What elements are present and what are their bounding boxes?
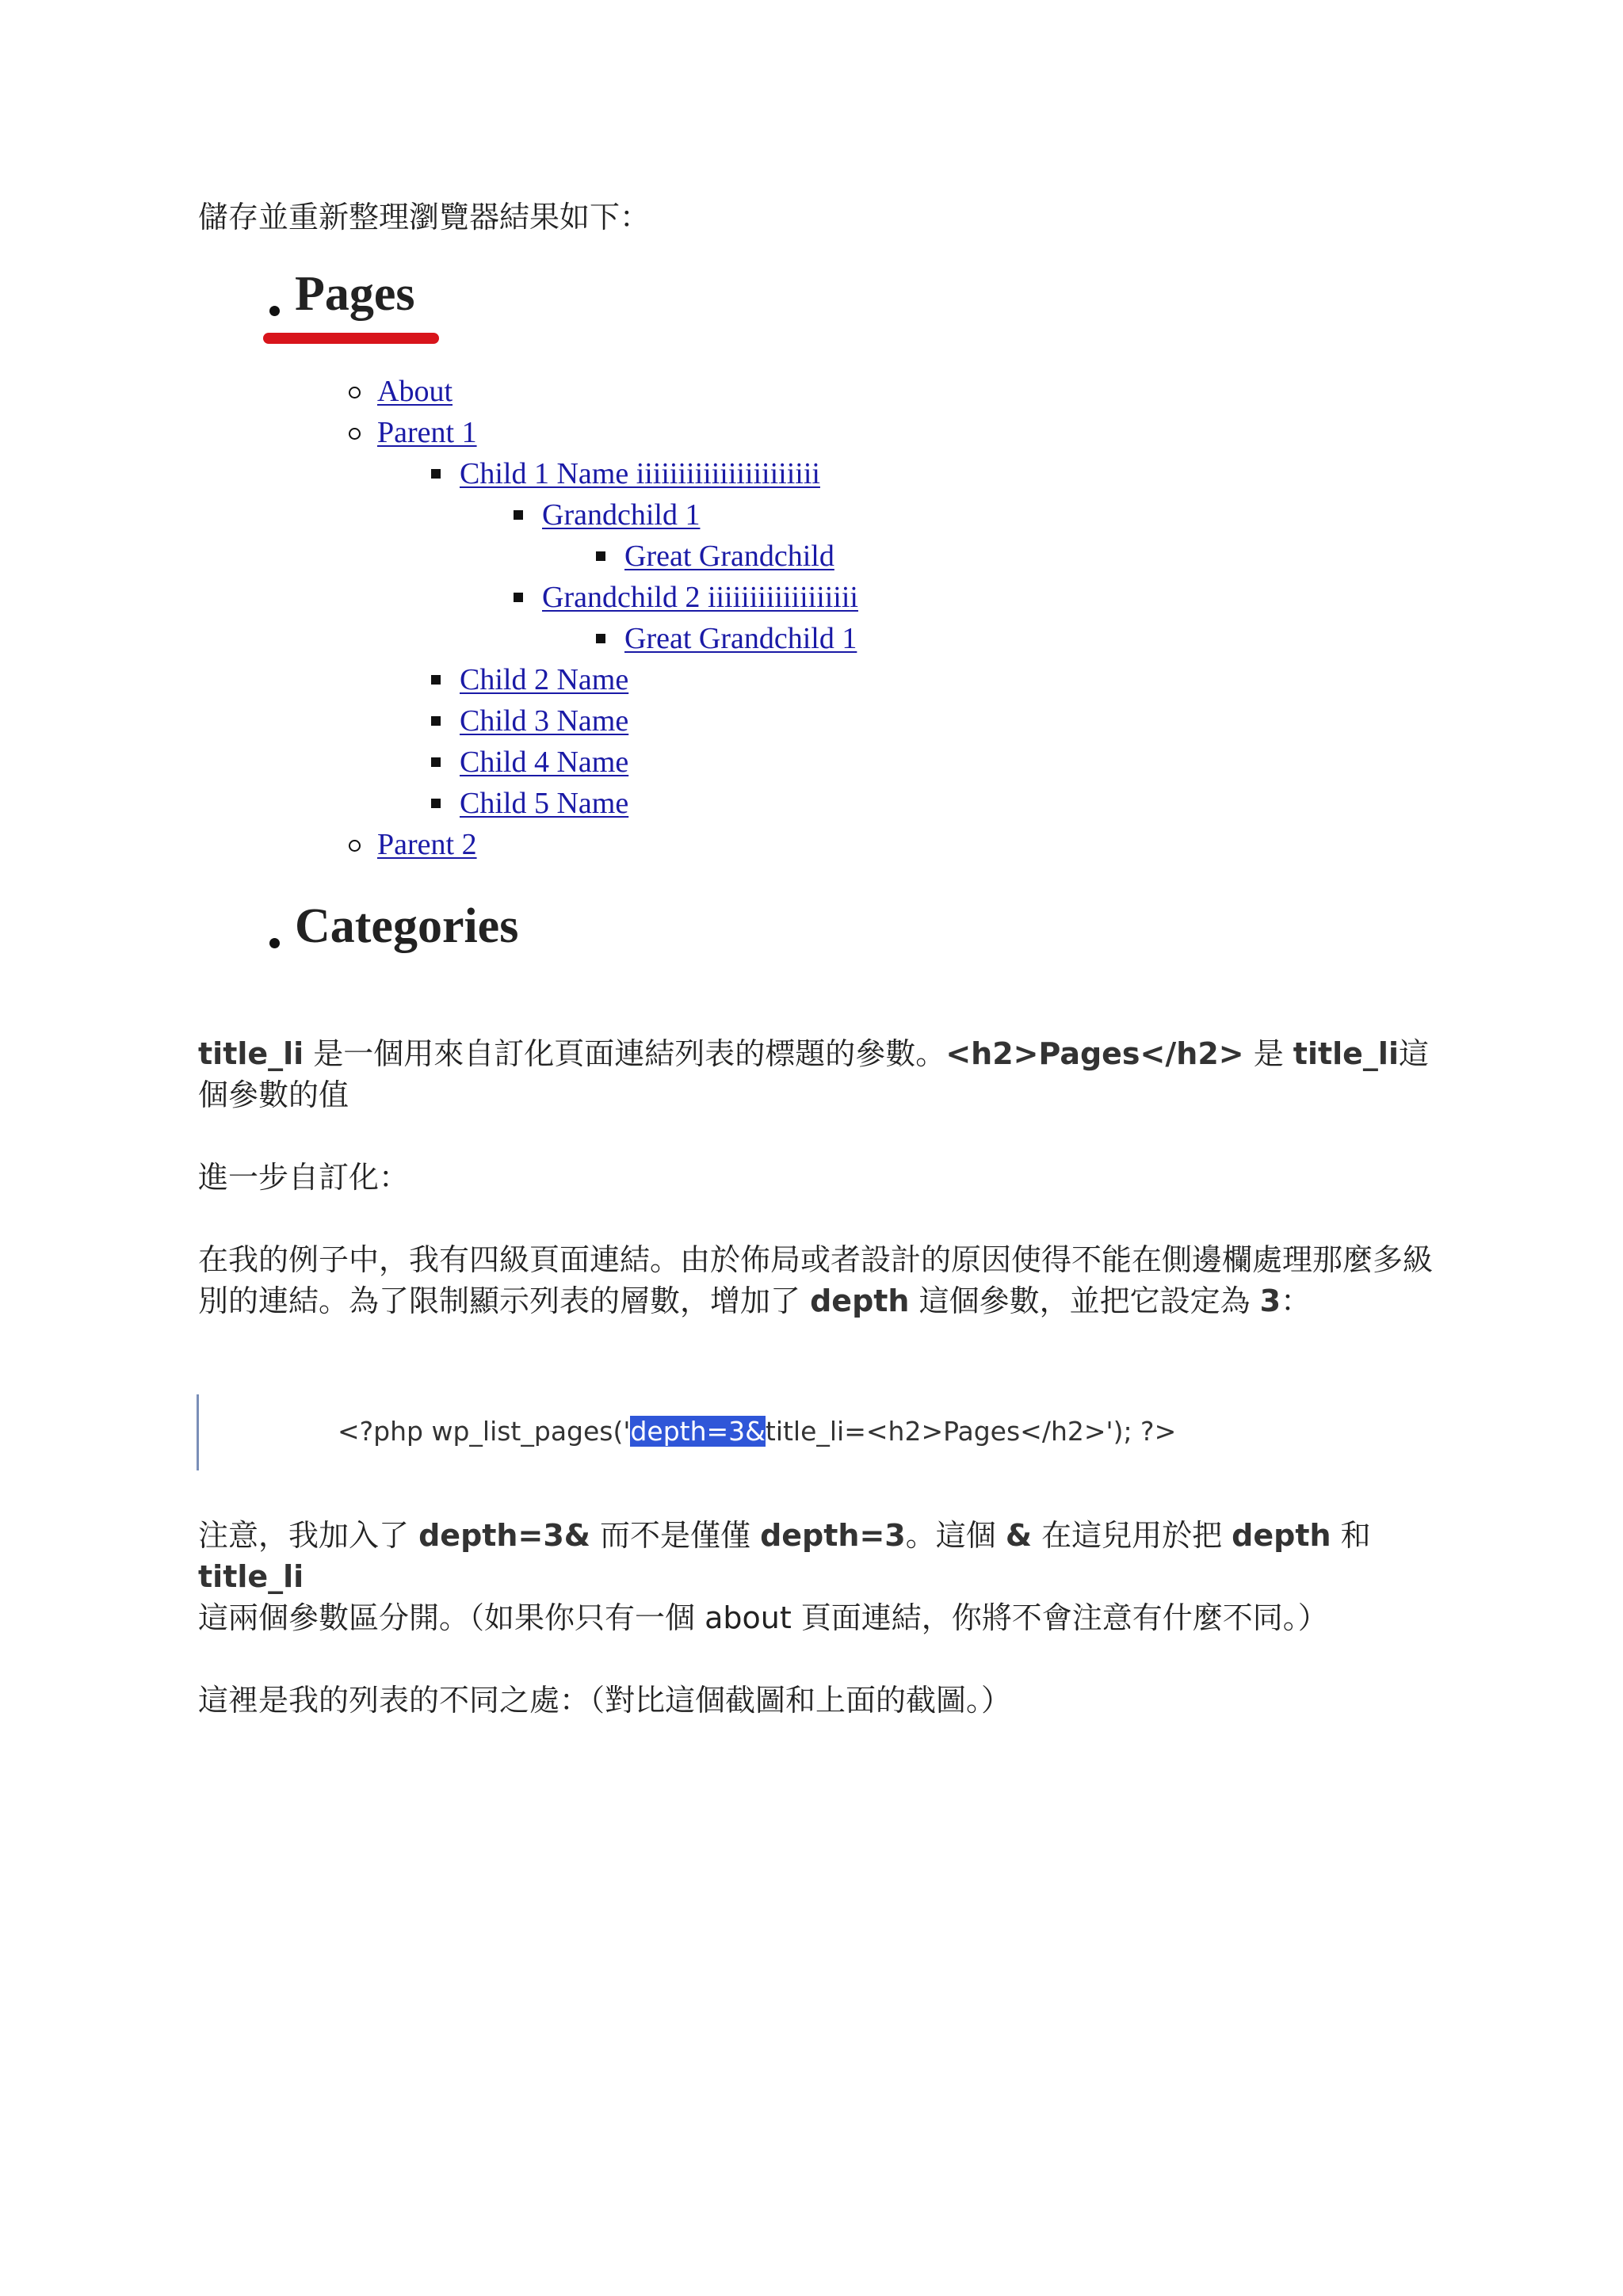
bold-term: title_li <box>1293 1036 1399 1071</box>
bold-term: & <box>1005 1518 1032 1553</box>
categories-heading: Categories <box>295 899 519 953</box>
list-item <box>596 539 834 574</box>
paragraph-title-li <box>198 1033 1434 1116</box>
page-link[interactable]: Grandchild 2 iiiiiiiiiiiiiiiiii <box>542 581 858 614</box>
list-item <box>431 662 628 697</box>
text-run: 而不是僅僅 <box>590 1518 761 1553</box>
text-run: 這個參數，並把它設定為 <box>909 1283 1260 1318</box>
square-bullet-icon <box>431 757 441 767</box>
page-link[interactable]: Great Grandchild <box>624 540 834 573</box>
text-run: ： <box>1281 1283 1312 1318</box>
page-link[interactable]: Child 4 Name <box>460 746 629 779</box>
square-bullet-icon <box>596 551 605 561</box>
list-item <box>514 498 700 532</box>
page-link[interactable]: Child 1 Name iiiiiiiiiiiiiiiiiiiiii <box>460 457 820 490</box>
section-heading-customize: 進一步自訂化： <box>198 1160 410 1195</box>
intro-text: 儲存並重新整理瀏覽器結果如下： <box>198 200 651 235</box>
square-bullet-icon <box>514 593 523 602</box>
list-item <box>349 827 477 862</box>
embedded-screenshot <box>254 261 1046 974</box>
bold-term: depth <box>1232 1518 1331 1553</box>
bold-term: depth <box>810 1283 910 1318</box>
circle-bullet-icon <box>349 387 361 399</box>
paragraph-depth <box>198 1239 1434 1322</box>
list-item <box>596 621 857 656</box>
red-underline-mark <box>263 333 439 344</box>
text-run: 和 <box>1331 1518 1371 1553</box>
text-run: 在我的例子中，我有四級頁面連結。由於佈局或者設計的原因使得不能在側邊欄處理那麼多級別的連結。為了限制顯示列表的層數，增加了 <box>198 1242 1434 1318</box>
text-run: 注意，我加入了 <box>198 1518 419 1553</box>
list-item <box>514 580 858 615</box>
page-link[interactable]: About <box>377 375 453 408</box>
square-bullet-icon <box>514 510 523 520</box>
square-bullet-icon <box>431 675 441 685</box>
square-bullet-icon <box>431 799 441 808</box>
page-link[interactable]: Child 5 Name <box>460 787 629 820</box>
pages-bullet <box>269 306 280 316</box>
bold-term: 3 <box>1259 1283 1281 1318</box>
code-block <box>197 1394 1465 1470</box>
code-selection: depth=3& <box>630 1416 766 1447</box>
text-run: 這兩個參數區分開。（如果你只有一個 about 頁面連結，你將不會注意有什麼不同。） <box>198 1600 1328 1635</box>
paragraph-note <box>198 1515 1434 1638</box>
page-link[interactable]: Child 2 Name <box>460 663 629 696</box>
circle-bullet-icon <box>349 428 361 440</box>
bold-term: title_li <box>198 1559 304 1594</box>
code-block-bar <box>197 1394 199 1470</box>
bold-term: <h2>Pages</h2> <box>945 1036 1244 1071</box>
page-link[interactable]: Parent 1 <box>377 416 477 449</box>
code-after: title_li=<h2>Pages</h2>'); ?> <box>765 1416 1177 1447</box>
categories-bullet <box>269 938 280 948</box>
page-link[interactable]: Parent 2 <box>377 828 477 861</box>
page-link[interactable]: Great Grandchild 1 <box>624 622 857 655</box>
list-item <box>431 745 628 780</box>
bold-term: title_li <box>198 1036 304 1071</box>
pages-heading: Pages <box>295 267 415 321</box>
page-link[interactable]: Child 3 Name <box>460 704 629 738</box>
list-item <box>431 456 820 491</box>
code-before: <?php wp_list_pages(' <box>338 1416 631 1447</box>
bold-term: depth=3 <box>760 1518 906 1553</box>
paragraph-difference: 這裡是我的列表的不同之處：（對比這個截圖和上面的截圖。） <box>198 1683 1012 1718</box>
page-link[interactable]: Grandchild 1 <box>542 498 701 532</box>
list-item <box>349 374 453 409</box>
square-bullet-icon <box>431 716 441 726</box>
list-item <box>431 786 628 821</box>
list-item <box>431 704 628 738</box>
text-run: 是 <box>1243 1036 1293 1071</box>
code-line <box>338 1415 1176 1448</box>
circle-bullet-icon <box>349 840 361 852</box>
square-bullet-icon <box>431 469 441 479</box>
text-run: 。這個 <box>905 1518 1006 1553</box>
square-bullet-icon <box>596 634 605 643</box>
text-run: 這個參數的值 <box>198 1036 1430 1112</box>
bold-term: depth=3& <box>418 1518 590 1553</box>
text-run: 在這兒用於把 <box>1032 1518 1232 1553</box>
text-run: 是一個用來自訂化頁面連結列表的標題的參數。 <box>304 1036 946 1071</box>
list-item <box>349 415 477 450</box>
